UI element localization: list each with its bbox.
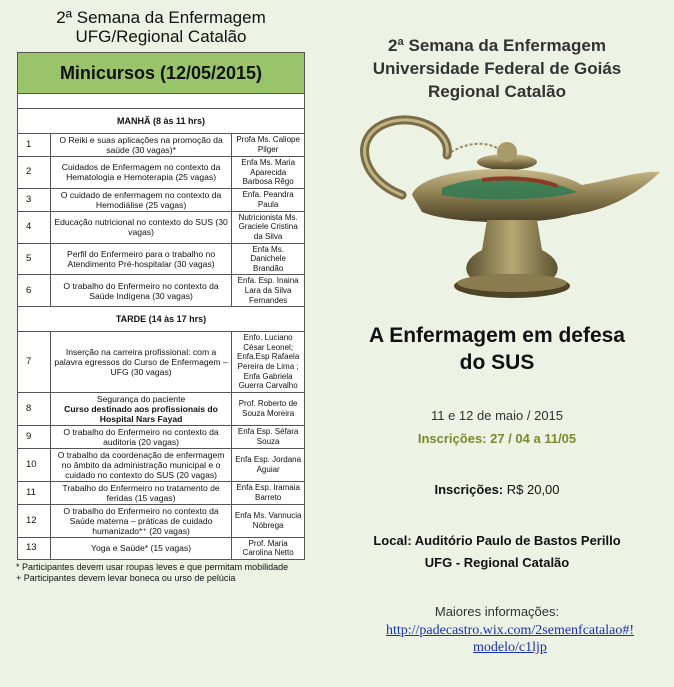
table-row: [18, 188, 305, 211]
left-title-line1: 2ª Semana da Enfermagem: [56, 8, 266, 27]
course-title: [50, 448, 231, 481]
course-title: [50, 481, 231, 504]
table-row: [18, 425, 305, 448]
course-title-text: O trabalho do Enfermeiro no contexto da auditoria (20 vagas): [63, 426, 219, 447]
course-title: [50, 157, 231, 189]
course-number: 1: [18, 134, 51, 157]
course-title-text: Trabalho do Enfermeiro no tratamento de feridas (15 vagas): [62, 482, 220, 503]
course-number: 2: [18, 157, 51, 189]
afternoon-header: TARDE (14 às 17 hrs): [18, 307, 305, 332]
fee-value: R$ 20,00: [503, 482, 560, 497]
table-row: [18, 275, 305, 307]
course-title: [50, 211, 231, 243]
table-row: [18, 211, 305, 243]
course-number: 8: [18, 392, 51, 425]
course-number: 12: [18, 504, 51, 537]
table-row: [18, 537, 305, 559]
footnote-1: * Participantes devem usar roupas leves e que permitam mobilidade: [16, 561, 289, 572]
course-title: [50, 243, 231, 275]
registration-period: Inscrições: 27 / 04 a 11/05: [417, 431, 577, 446]
table-row: [18, 243, 305, 275]
footnote-2: + Participantes devem levar boneca ou urso de pelúcia: [16, 572, 236, 583]
course-title: [50, 275, 231, 307]
course-title: [50, 504, 231, 537]
course-title-text: O trabalho do Enfermeiro no contexto da Saúde Indígena (30 vagas): [63, 280, 219, 301]
course-instructor: Prof. Maria Carolina Netto: [232, 537, 305, 559]
course-title-text: Inserção na carreira profissional: com a palavra egressos do Curso de Enfermagem – UFG (30 vagas): [54, 346, 228, 377]
event-location: [320, 530, 674, 574]
headline-line1: A Enfermagem em defesa: [369, 324, 625, 347]
course-title-text: O cuidado de enfermagem no contexto da Hemodiálise (25 vagas): [60, 189, 222, 210]
course-title-text: Perfil do Enfermeiro para o trabalho no Atendimento Pré-hospitalar (30 vagas): [67, 248, 216, 269]
course-title-text: Educação nutricional no contexto do SUS (30 vagas): [54, 217, 228, 238]
table-row: [18, 157, 305, 189]
table-row: [18, 392, 305, 425]
location-line1: Local: Auditório Paulo de Bastos Perillo: [373, 533, 621, 548]
course-number: 5: [18, 243, 51, 275]
course-number: 9: [18, 425, 51, 448]
table-row: [18, 481, 305, 504]
course-instructor: Enfa Esp. Iramaia Barreto: [232, 481, 305, 504]
course-number: 10: [18, 448, 51, 481]
course-title-text: O Reiki e suas aplicações na promoção da saúde (30 vagas)*: [59, 135, 223, 155]
minicursos-table: [17, 52, 305, 560]
event-title: [320, 34, 674, 103]
blank-row: [18, 94, 305, 109]
course-title-text: Segurança do paciente: [96, 393, 186, 404]
banner-text: Minicursos (12/05/2015): [18, 53, 305, 94]
course-instructor: Enfa Ms. Vannucia Nóbrega: [232, 504, 305, 537]
course-instructor: Enfa. Peandra Paula: [232, 188, 305, 211]
course-title: [50, 425, 231, 448]
table-row: [18, 504, 305, 537]
more-info-link[interactable]: [360, 622, 660, 656]
more-info-label: Maiores informações:: [434, 604, 560, 619]
table-banner: [18, 53, 305, 94]
oil-lamp-illustration: [342, 100, 662, 310]
course-number: 11: [18, 481, 51, 504]
event-title-line2: Universidade Federal de Goiás: [372, 59, 622, 78]
course-instructor: Enfa Ms. Danichele Brandão: [232, 243, 305, 275]
left-title: [16, 8, 306, 46]
course-number: 4: [18, 211, 51, 243]
course-title-text: O trabalho do Enfermeiro no contexto da Saúde materna – práticas de cuidado humanizado*⁺ (20 vagas): [63, 505, 219, 536]
link-line1[interactable]: http://padecastro.wix.com/2semenfcatalao#!: [385, 623, 635, 638]
event-title-line3: Regional Catalão: [428, 82, 566, 101]
course-instructor: Enfo. Luciano César Leonel; Enfa.Esp Rafaela Pereira de Lima ; Enfa Gabriela Guerra Carvalho: [232, 332, 305, 393]
schedule-panel: [16, 8, 306, 584]
course-instructor: Profa Ms. Caliope Pilger: [232, 134, 305, 157]
course-title: [50, 134, 231, 157]
course-number: 3: [18, 188, 51, 211]
footnotes: [16, 562, 306, 584]
table-row: [18, 332, 305, 393]
registration-fee: [320, 482, 674, 497]
course-number: 7: [18, 332, 51, 393]
morning-header-row: [18, 109, 305, 134]
course-number: 6: [18, 275, 51, 307]
headline-line2: do SUS: [459, 351, 535, 374]
afternoon-header-row: [18, 307, 305, 332]
course-title-text: Cuidados de Enfermagem no contexto da Hematologia e Hemoterapia (25 vagas): [61, 162, 221, 183]
course-title: [50, 188, 231, 211]
link-line2[interactable]: modelo/c1ljp: [473, 640, 547, 655]
table-row: [18, 448, 305, 481]
course-title: [50, 537, 231, 559]
location-line2: UFG - Regional Catalão: [424, 555, 570, 570]
course-title-bold: Curso destinado aos profissionais do Hospital Nars Fayad: [64, 403, 218, 424]
morning-header: MANHÃ (8 às 11 hrs): [18, 109, 305, 134]
course-title-text: Yoga e Saúde* (15 vagas): [91, 543, 192, 554]
course-instructor: Enfa Ms. Maria Aparecida Barbosa Rêgo: [232, 157, 305, 189]
course-instructor: Enfa Esp. Jordana Aguiar: [232, 448, 305, 481]
headline: [320, 322, 674, 376]
course-instructor: Enfa Esp. Séfara Souza: [232, 425, 305, 448]
left-title-line2: UFG/Regional Catalão: [75, 27, 247, 46]
course-instructor: Prof. Roberto de Souza Moreira: [232, 392, 305, 425]
course-number: 13: [18, 537, 51, 559]
event-dates: 11 e 12 de maio / 2015: [430, 408, 564, 423]
course-title: [50, 332, 231, 393]
fee-label: Inscrições:: [434, 482, 504, 497]
event-title-line1: 2ª Semana da Enfermagem: [388, 36, 606, 55]
course-instructor: Nutricionista Ms. Graciele Cristina da Silva: [232, 211, 305, 243]
course-instructor: Enfa. Esp. Inaina Lara da Silva Fernandes: [232, 275, 305, 307]
table-row: [18, 134, 305, 157]
course-title: [50, 392, 231, 425]
course-title-text: O trabalho da coordenação de enfermagem no âmbito da administração municipal e o cuidado no contexto do SUS (20 vagas): [57, 449, 225, 480]
